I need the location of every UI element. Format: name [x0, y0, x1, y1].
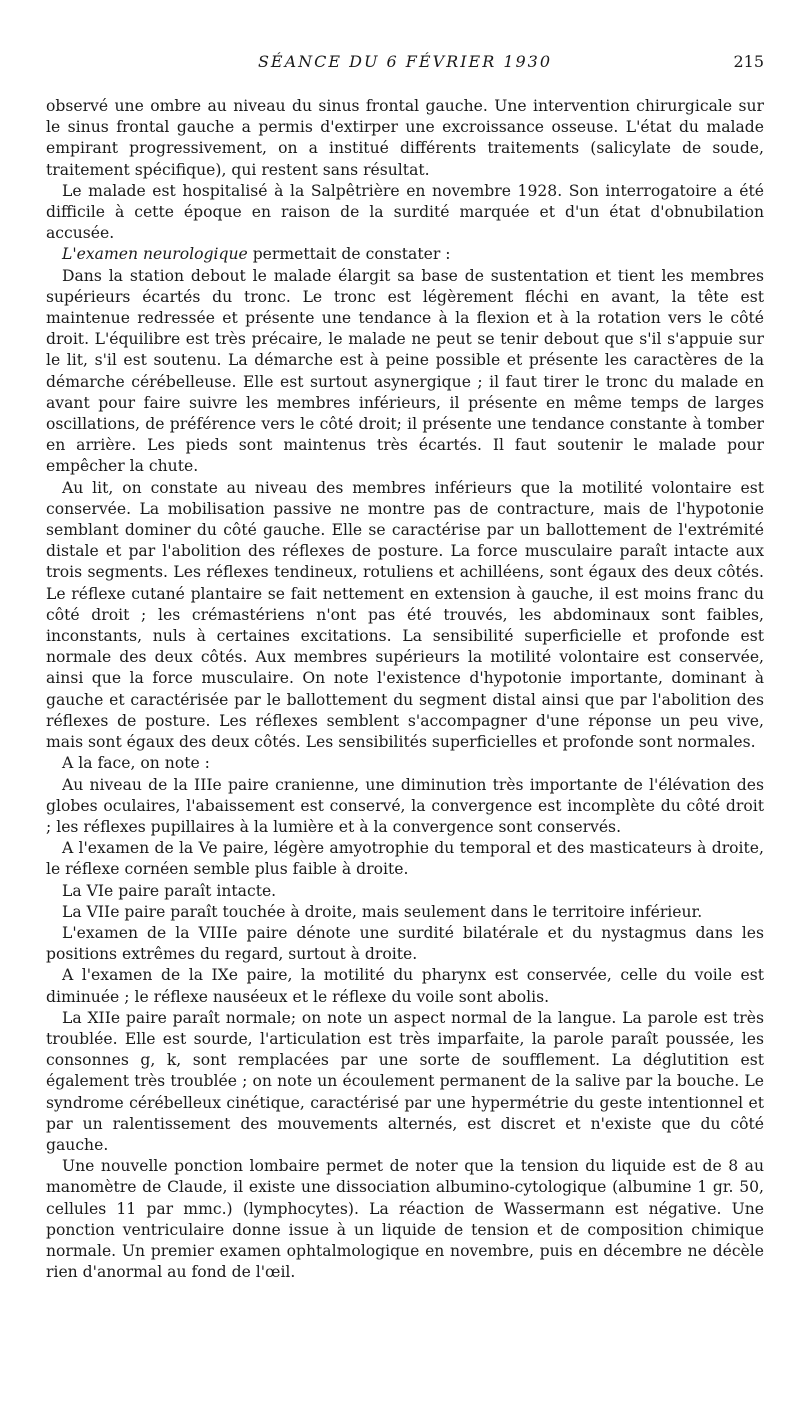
paragraph: A l'examen de la IXe paire, la motilité du pharynx est conservée, celle du voile est diminuée ; le réflexe nauséeux et le réflexe du voile sont abolis. — [46, 966, 764, 1006]
running-title: SÉANCE DU 6 FÉVRIER 1930 — [257, 52, 553, 71]
paragraph: La VIIe paire paraît touchée à droite, mais seulement dans le territoire inférieur. — [62, 902, 703, 921]
paragraph: La VIe paire paraît intacte. — [62, 881, 277, 900]
paragraph: Au lit, on constate au niveau des membres inférieurs que la motilité volontaire est conservée. La mobilisation passive ne montre pas de contracture, mais de l'hypotonie semblant dominer du côté gauche. Elle se caractérise par un ballottement de l'extrémité distale et par l'abolition des réflexes de posture. La force musculaire paraît intacte aux trois segments. Les réflexes tendineux, rotuliens et achilléens, sont égaux des deux côtés. Le réflexe cutané plantaire se fait nettement en extension à gauche, il est moins franc du côté droit ; les crémastériens n'ont pas été trouvés, les abdominaux sont faibles, inconstants, nuls à certaines excitations. La sensibilité superficielle et profonde est normale des deux côtés. Aux membres supérieurs la motilité volontaire est conservée, ainsi que la force musculaire. On note l'existence d'hypotonie importante, dominant à gauche et caractérisée par le ballottement du segment distal ainsi que par l'abolition des réflexes de posture. Les réflexes semblent s'accompagner d'une réponse un peu vive, mais sont égaux des deux côtés. Les sensibilités superficielles et profonde sont normales. — [46, 478, 764, 752]
paragraph: Dans la station debout le malade élargit sa base de sustentation et tient les membres supérieurs écartés du tronc. Le tronc est légèrement fléchi en avant, la tête est maintenue redressée et présente une tendance à la flexion et à la rotation vers le côté droit. L'équilibre est très précaire, le malade ne peut se tenir debout que s'il s'appuie sur le lit, s'il est soutenu. La démarche est à peine possible et présente les caractères de la démarche cérébelleuse. Elle est surtout asynergique ; il faut tirer le tronc du malade en avant pour faire suivre les membres inférieurs, il présente en même temps de larges oscillations, de préférence vers le côté droit; il présente une tendance constante à tomber en arrière. Les pieds sont maintenus très écartés. Il faut soutenir le malade pour empêcher la chute. — [46, 266, 764, 476]
paragraph-text: permettait de constater : — [252, 245, 451, 264]
paragraph: observé une ombre au niveau du sinus frontal gauche. Une intervention chirurgicale sur le sinus frontal gauche a permis d'extirper une excroissance osseuse. L'état du malade empirant progressivement, on a institué différents traitements (salicylate de soude, traitement spécifique), qui restent sans résultat. — [46, 97, 764, 179]
paragraph: Une nouvelle ponction lombaire permet de noter que la tension du liquide est de 8 au manomètre de Claude, il existe une dissociation albumino-cytologique (albumine 1 gr. 50, cellules 11 par mmc.) (lymphocytes). La réaction de Wassermann est négative. Une ponction ventriculaire donne issue à un liquide de tension et de composition chimique normale. Un premier examen ophtalmologique en novembre, puis en décembre ne décèle rien d'anormal au fond de l'œil. — [46, 1157, 764, 1282]
page-header — [46, 52, 764, 82]
body-text — [46, 96, 764, 1283]
paragraph: Au niveau de la IIIe paire cranienne, une diminution très importante de l'élévation des globes oculaires, l'abaissement est conservé, la convergence est incomplète du côté droit ; les réflexes pupillaires à la lumière et à la convergence sont conservés. — [46, 775, 764, 836]
paragraph: A l'examen de la Ve paire, légère amyotrophie du temporal et des masticateurs à droite, le réflexe cornéen semble plus faible à droite. — [46, 839, 764, 879]
paragraph: Le malade est hospitalisé à la Salpêtrière en novembre 1928. Son interrogatoire a été difficile à cette époque en raison de la surdité marquée et d'un état d'obnubilation accusée. — [46, 181, 764, 243]
paragraph — [46, 244, 764, 265]
page-number: 215 — [733, 52, 764, 71]
paragraph: La XIIe paire paraît normale; on note un aspect normal de la langue. La parole est très troublée. Elle est sourde, l'articulation est très imparfaite, la parole paraît poussée, les consonnes g, k, sont remplacées par une sorte de soufflement. La déglutition est également très troublée ; on note un écoulement permanent de la salive par la bouche. Le syndrome cérébelleux cinétique, caractérisé par une hypermétrie du geste intentionnel et par un ralentissement des mouvements alternés, est discret et n'existe que du côté gauche. — [46, 1008, 764, 1154]
paragraph: A la face, on note : — [62, 754, 210, 773]
paragraph: L'examen de la VIIIe paire dénote une surdité bilatérale et du nystagmus dans les positions extrêmes du regard, surtout à droite. — [46, 923, 764, 964]
emphasized-term: L'examen neurologique — [62, 245, 248, 264]
